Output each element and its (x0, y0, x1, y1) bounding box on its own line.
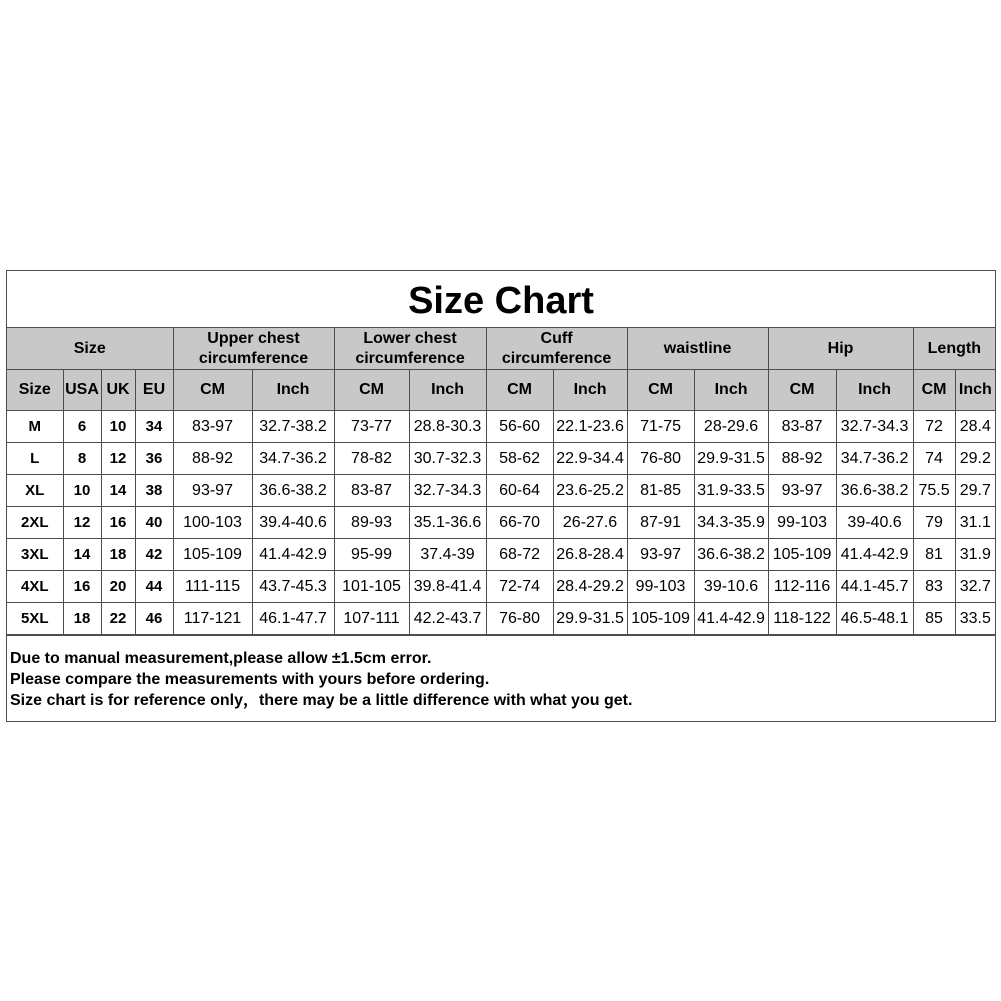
unit-header: USA (63, 370, 101, 411)
table-cell: 12 (101, 443, 135, 475)
table-cell: 32.7-38.2 (252, 411, 334, 443)
table-cell: 71-75 (627, 411, 694, 443)
table-cell: 60-64 (486, 475, 553, 507)
table-cell: 99-103 (627, 571, 694, 603)
size-chart (6, 270, 996, 722)
table-cell: 88-92 (768, 443, 836, 475)
table-cell: 31.9 (955, 539, 995, 571)
table-cell: 87-91 (627, 507, 694, 539)
table-cell: 83 (913, 571, 955, 603)
table-cell: 93-97 (627, 539, 694, 571)
table-cell: 79 (913, 507, 955, 539)
notes (7, 635, 995, 721)
table-cell: 105-109 (627, 603, 694, 635)
table-cell: 105-109 (173, 539, 252, 571)
table-cell: 83-87 (768, 411, 836, 443)
group-header: Upper chest circumference (173, 328, 334, 370)
group-header: Hip (768, 328, 913, 370)
table-cell: 81 (913, 539, 955, 571)
table-cell: 88-92 (173, 443, 252, 475)
size-label-cell: XL (7, 475, 63, 507)
table-cell: 74 (913, 443, 955, 475)
table-cell: 100-103 (173, 507, 252, 539)
table-row (7, 539, 995, 571)
table-cell: 78-82 (334, 443, 409, 475)
table-cell: 14 (101, 475, 135, 507)
table-row (7, 507, 995, 539)
table-cell: 43.7-45.3 (252, 571, 334, 603)
table-cell: 83-87 (334, 475, 409, 507)
table-cell: 41.4-42.9 (252, 539, 334, 571)
group-header: Lower chest circumference (334, 328, 486, 370)
table-cell: 28.4-29.2 (553, 571, 627, 603)
unit-header: CM (913, 370, 955, 411)
table-cell: 22 (101, 603, 135, 635)
table-cell: 29.9-31.5 (553, 603, 627, 635)
table-cell: 46.1-47.7 (252, 603, 334, 635)
size-table-body (7, 411, 995, 635)
table-cell: 18 (101, 539, 135, 571)
table-cell: 39.4-40.6 (252, 507, 334, 539)
table-row (7, 603, 995, 635)
group-header: Length (913, 328, 995, 370)
unit-header: CM (768, 370, 836, 411)
unit-header: Inch (694, 370, 768, 411)
table-cell: 16 (63, 571, 101, 603)
table-row (7, 475, 995, 507)
unit-header: CM (627, 370, 694, 411)
table-cell: 41.4-42.9 (836, 539, 913, 571)
table-cell: 8 (63, 443, 101, 475)
table-cell: 85 (913, 603, 955, 635)
table-cell: 34 (135, 411, 173, 443)
table-cell: 76-80 (486, 603, 553, 635)
table-cell: 39.8-41.4 (409, 571, 486, 603)
unit-header: UK (101, 370, 135, 411)
table-cell: 32.7-34.3 (409, 475, 486, 507)
table-cell: 72 (913, 411, 955, 443)
unit-header: CM (173, 370, 252, 411)
table-cell: 75.5 (913, 475, 955, 507)
table-cell: 81-85 (627, 475, 694, 507)
table-cell: 73-77 (334, 411, 409, 443)
unit-header: Inch (836, 370, 913, 411)
table-cell: 107-111 (334, 603, 409, 635)
note-line: Size chart is for reference only，there may be a little difference with what you get. (10, 692, 633, 709)
table-cell: 36.6-38.2 (836, 475, 913, 507)
table-cell: 46.5-48.1 (836, 603, 913, 635)
size-label-cell: 2XL (7, 507, 63, 539)
table-cell: 26-27.6 (553, 507, 627, 539)
table-cell: 28.4 (955, 411, 995, 443)
table-cell: 31.1 (955, 507, 995, 539)
table-cell: 16 (101, 507, 135, 539)
table-cell: 39-40.6 (836, 507, 913, 539)
table-cell: 32.7-34.3 (836, 411, 913, 443)
table-cell: 34.3-35.9 (694, 507, 768, 539)
table-cell: 68-72 (486, 539, 553, 571)
size-label-cell: L (7, 443, 63, 475)
table-cell: 42.2-43.7 (409, 603, 486, 635)
table-cell: 31.9-33.5 (694, 475, 768, 507)
group-header: waistline (627, 328, 768, 370)
table-cell: 44 (135, 571, 173, 603)
table-cell: 111-115 (173, 571, 252, 603)
table-cell: 38 (135, 475, 173, 507)
table-cell: 36.6-38.2 (252, 475, 334, 507)
table-cell: 118-122 (768, 603, 836, 635)
table-row (7, 571, 995, 603)
unit-header-row (7, 370, 995, 411)
table-cell: 32.7 (955, 571, 995, 603)
note-line: Please compare the measurements with yours before ordering. (10, 671, 490, 688)
group-header-row (7, 328, 995, 370)
table-cell: 29.9-31.5 (694, 443, 768, 475)
table-cell: 30.7-32.3 (409, 443, 486, 475)
table-cell: 37.4-39 (409, 539, 486, 571)
table-cell: 29.7 (955, 475, 995, 507)
unit-header: Inch (252, 370, 334, 411)
table-cell: 34.7-36.2 (836, 443, 913, 475)
size-label-cell: M (7, 411, 63, 443)
table-cell: 28-29.6 (694, 411, 768, 443)
table-cell: 6 (63, 411, 101, 443)
table-cell: 23.6-25.2 (553, 475, 627, 507)
group-header: Cuff circumference (486, 328, 627, 370)
table-cell: 117-121 (173, 603, 252, 635)
table-cell: 39-10.6 (694, 571, 768, 603)
table-cell: 20 (101, 571, 135, 603)
table-cell: 42 (135, 539, 173, 571)
table-cell: 83-97 (173, 411, 252, 443)
size-label-cell: 4XL (7, 571, 63, 603)
table-cell: 26.8-28.4 (553, 539, 627, 571)
unit-header: Size (7, 370, 63, 411)
table-cell: 22.9-34.4 (553, 443, 627, 475)
size-label-cell: 5XL (7, 603, 63, 635)
table-cell: 29.2 (955, 443, 995, 475)
table-cell: 40 (135, 507, 173, 539)
table-cell: 34.7-36.2 (252, 443, 334, 475)
chart-title: Size Chart (7, 271, 995, 328)
table-cell: 93-97 (768, 475, 836, 507)
table-cell: 10 (63, 475, 101, 507)
table-cell: 12 (63, 507, 101, 539)
table-cell: 112-116 (768, 571, 836, 603)
table-cell: 46 (135, 603, 173, 635)
table-cell: 99-103 (768, 507, 836, 539)
table-cell: 22.1-23.6 (553, 411, 627, 443)
group-header: Size (7, 328, 173, 370)
table-cell: 72-74 (486, 571, 553, 603)
unit-header: Inch (409, 370, 486, 411)
table-cell: 28.8-30.3 (409, 411, 486, 443)
table-cell: 18 (63, 603, 101, 635)
note-line: Due to manual measurement,please allow ±1.5cm error. (10, 650, 432, 667)
table-row (7, 411, 995, 443)
size-label-cell: 3XL (7, 539, 63, 571)
table-cell: 56-60 (486, 411, 553, 443)
table-cell: 76-80 (627, 443, 694, 475)
table-cell: 95-99 (334, 539, 409, 571)
table-cell: 33.5 (955, 603, 995, 635)
unit-header: Inch (955, 370, 995, 411)
table-row (7, 443, 995, 475)
unit-header: CM (486, 370, 553, 411)
table-cell: 44.1-45.7 (836, 571, 913, 603)
table-cell: 10 (101, 411, 135, 443)
table-cell: 58-62 (486, 443, 553, 475)
size-table (7, 328, 995, 635)
table-cell: 66-70 (486, 507, 553, 539)
unit-header: Inch (553, 370, 627, 411)
unit-header: EU (135, 370, 173, 411)
table-cell: 14 (63, 539, 101, 571)
table-cell: 101-105 (334, 571, 409, 603)
table-cell: 89-93 (334, 507, 409, 539)
table-cell: 41.4-42.9 (694, 603, 768, 635)
table-cell: 36 (135, 443, 173, 475)
table-cell: 36.6-38.2 (694, 539, 768, 571)
table-cell: 93-97 (173, 475, 252, 507)
table-cell: 35.1-36.6 (409, 507, 486, 539)
table-cell: 105-109 (768, 539, 836, 571)
unit-header: CM (334, 370, 409, 411)
